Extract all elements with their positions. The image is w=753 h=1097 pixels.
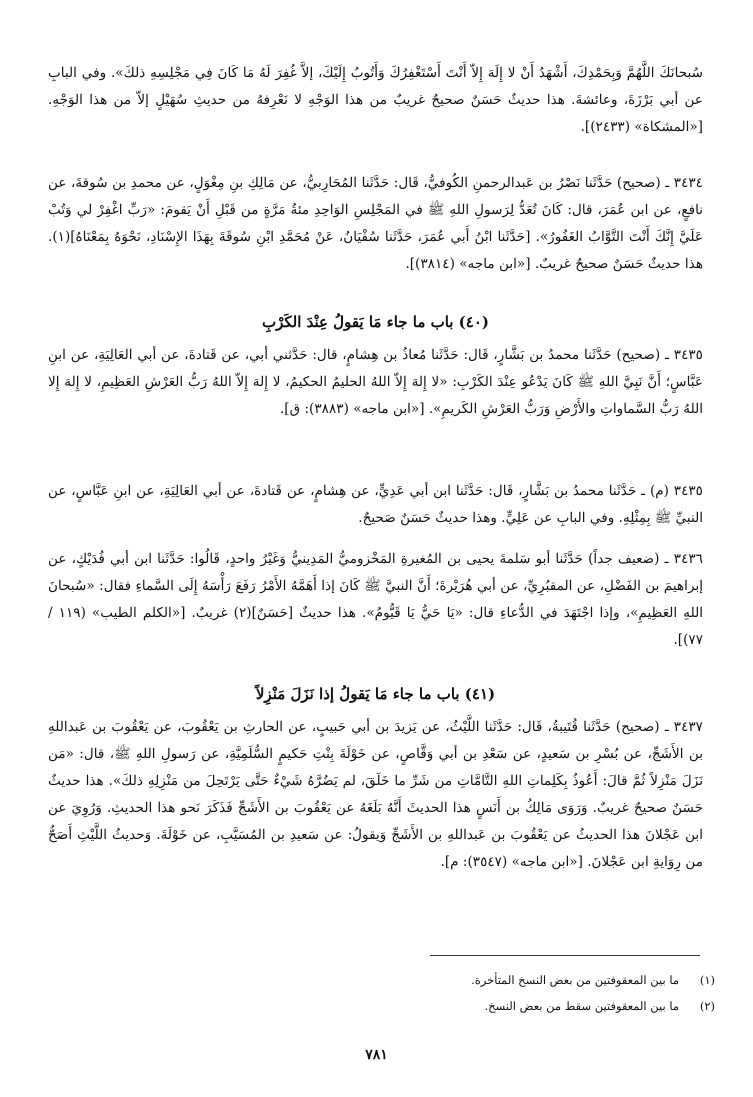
footnote-number: (٢) <box>699 999 715 1013</box>
paragraph-hadith-3436: ٣٤٣٦ ـ (ضعيف جداً) حَدَّثَنا أبو سَلمةَ يحيى بن المُغيرةِ المَخْزوميُّ المَدِينيُّ وَغَيْرُ واحدٍ، قَالُوا: حَدَّثَنا ابن أبي فُدَيْكٍ، عن إبراهيمَ بن الفَضْلِ، عن المقبُرِيِّ، عن أبي هُرَيْرةَ؛ أَنَّ النبيَّ ﷺ كَانَ إذا أَهَمَّهُ الأَمْرُ رَفَعَ رَأْسَهُ إِلَى السَّماءِ فقال: «سُبحانَ اللهِ العَظِيمِ»، وإذا اجْتَهَدَ في الدُّعاءِ قال: «يَا حَيُّ يَا قَيُّومُ». هذا حديثٌ [حَسَنٌ](٢) غريبٌ. [«الكلم الطيب» (١١٩ / ٧٧)]. <box>48 551 703 648</box>
footnote-text: ما بين المعقوفتين من بعض النسخ المتأخرة. <box>471 973 679 987</box>
chapter-heading-41: (٤١) باب ما جاء مَا يَقولُ إذا نَزَلَ مَنْزِلاً <box>255 685 496 703</box>
page-number: ٧٨١ <box>365 1047 388 1063</box>
footnote-2 <box>300 996 715 1016</box>
footnote-text: ما بين المعقوفتين سقط من بعض النسخ. <box>484 999 679 1013</box>
paragraph-intro: سُبحانَكَ اللَّهُمَّ وَبِحَمْدِكَ، أَشْهَدُ أَنْ لا إِلَهَ إِلاّ أَنْتَ أَسْتَغْفِرُكَ وَأَتُوبُ إِلَيْكَ، إلاَّ غُفِرَ لَهُ مَا كَانَ فِي مَجْلِسِهِ ذلكَ». وفي البابِ عن أبي بَرْزَةَ، وعائشةَ. هذا حديثٌ حَسَنٌ صحيحٌ غريبٌ من هذا الوَجْهِ لا نَعْرِفهُ من حديثِ سُهَيْلٍ إلاّ من هذا الوَجْهِ. [«المشكاة» (٢٤٣٣)]. <box>48 65 703 135</box>
paragraph-hadith-3435: ٣٤٣٥ ـ (صحيح) حَدَّثَنا محمدُ بن بَشَّارٍ، قَال: حَدَّثَنا مُعاذُ بن هِشامٍ، قال: حَدَّثني أبي، عن قَتادةَ، عن أبي العَالِيَةِ، عن ابنِ عَبَّاسٍ؛ أَنَّ نَبِيَّ اللهِ ﷺ كَانَ يَدْعُو عِنْدَ الكَرْبِ: «لا إِلهَ إِلاّ اللهُ الحليمُ الحكيمُ، لا إِلهَ إِلاّ اللهُ رَبُّ العَرْشِ العَظِيمِ، لا إِلهَ إِلا اللهُ رَبُّ السَّماواتِ والأَرْضِ وَرَبُّ العَرْشِ الكَريمِ». [«ابن ماجه» (٣٨٨٣): ق]. <box>48 347 703 417</box>
footnote-divider <box>430 955 700 956</box>
footnote-number: (١) <box>699 973 715 987</box>
footnote-1 <box>300 970 715 990</box>
paragraph-hadith-3435m: ٣٤٣٥ (م) ـ حَدَّثَنا محمدُ بن بَشَّارٍ، قَال: حَدَّثَنا ابن أبي عَدِيٍّ، عن هِشامٍ، عن قَتادةَ، عن أبي العَالِيَةِ، عن ابنِ عَبَّاسٍ، عن النبيِّ ﷺ بِمِثْلِهِ. وفي البابِ عن عَلِيٍّ. وهذا حديثٌ حَسَنٌ صَحيحٌ. <box>48 483 703 526</box>
chapter-heading-40: (٤٠) باب ما جاء مَا يَقولُ عِنْدَ الكَرْبِ <box>261 313 490 331</box>
paragraph-hadith-3434: ٣٤٣٤ ـ (صحيح) حَدَّثَنا نَصْرُ بن عَبدالرحمنِ الكُوفيُّ، قَال: حَدَّثَنا المُحَارِبيُّ، عن مَالِكِ بنِ مِغْوَلٍ، عن محمدِ بن سُوقةَ، عن نافعٍ، عن ابن عُمَرَ، قال: كَانَ تُعَدُّ لِرَسولِ اللهِ ﷺ في المَجْلِسِ الوَاحِدِ مئةُ مَرَّةٍ من قَبْلِ أَنْ يَقومَ: «رَبِّ اغْفِرْ لي وَتُبْ عَلَيَّ إِنَّكَ أَنْتَ التَّوَّابُ الغَفُورُ». [حَدَّثَنا ابْنُ أَبي عُمَرَ، حَدَّثَنا سُفْيَانُ، عَنْ مُحَمَّدِ ابْنِ سُوقَةَ بِهَذَا الإِسْنَادِ، نَحْوَهُ بِمَعْنَاهُ](١). هذا حديثٌ حَسَنٌ صحيحٌ غريبٌ. [«ابن ماجه» (٣٨١٤)]. <box>48 175 703 272</box>
paragraph-hadith-3437: ٣٤٣٧ ـ (صحيح) حَدَّثَنا قُتَيبةُ، قَال: حَدَّثَنا اللَّيْثُ، عن يَزيدَ بن أبي حَبيبٍ، عن الحارثِ بن يَعْقُوبَ، عن يَعْقُوبَ بن عَبداللهِ بن الأَشَجِّ، عن بُسْرِ بن سَعيدٍ، عن سَعْدِ بن أبي وَقَّاصٍ، عن خَوْلَةَ بِنْتِ حَكيمٍ السُّلَمِيَّةِ، عن رَسولِ اللهِ ﷺ، قال: «مَن نَزَلَ مَنْزِلاً ثُمَّ قالَ: أَعُوذُ بِكَلِماتِ اللهِ التَّامَّاتِ من شَرِّ ما خَلَقَ، لم يَضُرَّهُ شَيْءٌ حَتَّى يَرْتَحِلَ من مَنْزِلِهِ ذلكَ». هذا حديثٌ حَسَنٌ صحيحٌ غريبٌ. وَرَوَى مَالِكُ بن أَنَسٍ هذا الحديثَ أَنَّهُ بَلَغَهُ عن يَعْقُوبَ بن الأَشَجِّ فَذَكَرَ نَحو هذا الحديثِ. وَرُوِيَ عن ابن عَجْلانَ هذا الحديثُ عن يَعْقُوبَ بن عَبداللهِ بن الأَشَجِّ وَيقولُ: عن سَعيدِ بن المُسَيَّبِ، عن خَوْلَةَ. وَحديثُ اللَّيْثِ أَصَحُّ من رِوَايةِ ابن عَجْلانَ. [«ابن ماجه» (٣٥٤٧): م]. <box>48 719 703 870</box>
